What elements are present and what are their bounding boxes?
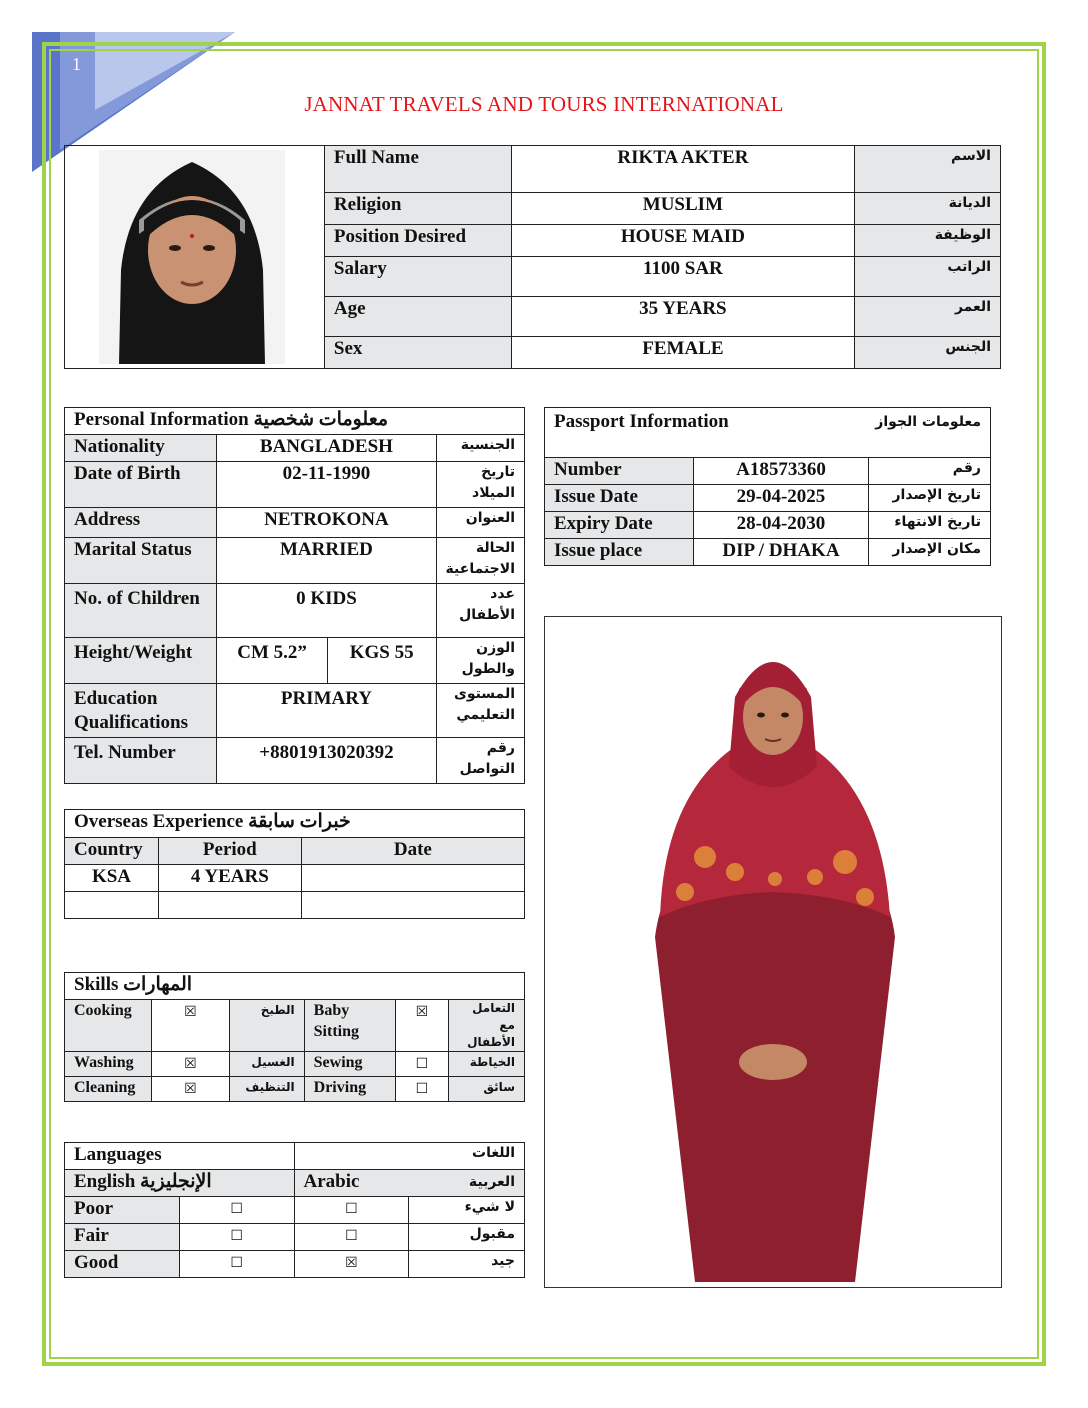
overseas-col-period: Period: [158, 838, 301, 865]
language-level-label: Poor: [65, 1197, 180, 1224]
profile-label: Position Desired: [324, 225, 511, 257]
education-label-ar: المستوى التعليمي: [436, 684, 524, 738]
skill-label: Cooking: [65, 1000, 152, 1052]
language-level-label-ar: مقبول: [409, 1224, 525, 1251]
passport-value: A18573360: [693, 458, 869, 485]
height-weight-label-ar: الوزن والطول: [436, 638, 524, 684]
language-arabic-ar: العربية: [468, 1174, 515, 1190]
overseas-table: [64, 809, 525, 919]
overseas-date: [301, 892, 524, 919]
language-arabic: Arabic: [303, 1171, 360, 1192]
skill-checkbox[interactable]: ☒: [152, 1077, 229, 1102]
profile-label-ar: الديانة: [855, 193, 1001, 225]
dob-label: Date of Birth: [65, 462, 217, 508]
full-body-photo-frame: [544, 616, 1002, 1288]
profile-label-ar: الوظيفة: [855, 225, 1001, 257]
marital-label: Marital Status: [65, 538, 217, 584]
language-level-label: Good: [65, 1251, 180, 1278]
skill-label-ar: التنظيف: [229, 1077, 304, 1102]
nationality-value: BANGLADESH: [217, 435, 436, 462]
personal-info-header: Personal Information معلومات شخصية: [65, 408, 525, 435]
full-body-photo: [545, 617, 1001, 1287]
passport-value: DIP / DHAKA: [693, 539, 869, 566]
skills-table: [64, 972, 525, 1102]
overseas-header: Overseas Experience خبرات سابقة: [65, 810, 525, 838]
skill-label-ar: التعامل مع الأطفال: [448, 1000, 524, 1052]
profile-table: [64, 145, 1001, 369]
profile-label: Sex: [324, 337, 511, 369]
arabic-level-checkbox[interactable]: ☐: [294, 1197, 409, 1224]
skills-header: Skills المهارات: [65, 973, 525, 1000]
children-label: No. of Children: [65, 584, 217, 638]
overseas-country: [65, 892, 159, 919]
skill-checkbox[interactable]: ☒: [152, 1000, 229, 1052]
profile-label: Age: [324, 297, 511, 337]
passport-table: [544, 407, 991, 566]
nationality-label: Nationality: [65, 435, 217, 462]
profile-label-ar: العمر: [855, 297, 1001, 337]
skill-label: Driving: [304, 1077, 395, 1102]
skill-label: Sewing: [304, 1052, 395, 1077]
skill-label: Baby Sitting: [304, 1000, 395, 1052]
skill-label-ar: الخياطة: [448, 1052, 524, 1077]
dob-label-ar: تاريخ الميلاد: [436, 462, 524, 508]
company-title: JANNAT TRAVELS AND TOURS INTERNATIONAL: [304, 92, 784, 116]
portrait-photo: [99, 150, 285, 364]
passport-label-ar: مكان الإصدار: [869, 539, 991, 566]
languages-header-ar: اللغات: [294, 1143, 524, 1170]
skill-label-ar: الطبخ: [229, 1000, 304, 1052]
arabic-level-checkbox[interactable]: ☐: [294, 1224, 409, 1251]
address-label: Address: [65, 508, 217, 538]
skill-checkbox[interactable]: ☒: [152, 1052, 229, 1077]
profile-label-ar: الراتب: [855, 257, 1001, 297]
languages-header: Languages: [65, 1143, 295, 1170]
height-value: CM 5.2”: [217, 638, 327, 684]
profile-value: HOUSE MAID: [511, 225, 854, 257]
passport-value: 28-04-2030: [693, 512, 869, 539]
skill-checkbox[interactable]: ☐: [396, 1077, 449, 1102]
overseas-period: 4 YEARS: [158, 865, 301, 892]
overseas-period: [158, 892, 301, 919]
address-value: NETROKONA: [217, 508, 436, 538]
overseas-date: [301, 865, 524, 892]
profile-label: Religion: [324, 193, 511, 225]
overseas-country: KSA: [65, 865, 159, 892]
children-value: 0 KIDS: [217, 584, 436, 638]
dob-value: 02-11-1990: [217, 462, 436, 508]
personal-info-body: [64, 434, 525, 784]
languages-table: [64, 1142, 525, 1278]
tel-label-ar: رقم التواصل: [436, 738, 524, 784]
profile-value: 35 YEARS: [511, 297, 854, 337]
language-english: English الإنجليزية: [65, 1170, 295, 1197]
marital-value: MARRIED: [217, 538, 436, 584]
weight-value: KGS 55: [327, 638, 436, 684]
profile-label-ar: الاسم: [855, 146, 1001, 193]
passport-label: Issue place: [545, 539, 694, 566]
passport-label-ar: رقم: [869, 458, 991, 485]
passport-label: Expiry Date: [545, 512, 694, 539]
overseas-col-country: Country: [65, 838, 159, 865]
language-arabic-cell: [294, 1170, 524, 1197]
language-level-label-ar: جيد: [409, 1251, 525, 1278]
skill-label-ar: سائق: [448, 1077, 524, 1102]
address-label-ar: العنوان: [436, 508, 524, 538]
passport-header-ar: معلومات الجواز: [875, 414, 981, 430]
passport-label: Number: [545, 458, 694, 485]
marital-label-ar: الحالة الاجتماعية: [436, 538, 524, 584]
passport-value: 29-04-2025: [693, 485, 869, 512]
children-label-ar: عدد الأطفال: [436, 584, 524, 638]
passport-header: [545, 408, 991, 458]
profile-label: Full Name: [324, 146, 511, 193]
tel-value: +8801913020392: [217, 738, 436, 784]
education-value: PRIMARY: [217, 684, 436, 738]
profile-value: RIKTA AKTER: [511, 146, 854, 193]
skill-label: Cleaning: [65, 1077, 152, 1102]
language-level-label: Fair: [65, 1224, 180, 1251]
tel-label: Tel. Number: [65, 738, 217, 784]
skill-checkbox[interactable]: ☐: [396, 1052, 449, 1077]
profile-value: 1100 SAR: [511, 257, 854, 297]
passport-label: Issue Date: [545, 485, 694, 512]
skill-label-ar: الغسيل: [229, 1052, 304, 1077]
profile-value: FEMALE: [511, 337, 854, 369]
language-level-label-ar: لا شيء: [409, 1197, 525, 1224]
nationality-label-ar: الجنسية: [436, 435, 524, 462]
english-level-checkbox[interactable]: ☐: [179, 1251, 294, 1278]
profile-value: MUSLIM: [511, 193, 854, 225]
skill-checkbox[interactable]: ☒: [396, 1000, 449, 1052]
arabic-level-checkbox[interactable]: ☒: [294, 1251, 409, 1278]
passport-label-ar: تاريخ الانتهاء: [869, 512, 991, 539]
skill-label: Washing: [65, 1052, 152, 1077]
english-level-checkbox[interactable]: ☐: [179, 1197, 294, 1224]
profile-label-ar: الجنس: [855, 337, 1001, 369]
profile-label: Salary: [324, 257, 511, 297]
english-level-checkbox[interactable]: ☐: [179, 1224, 294, 1251]
passport-label-ar: تاريخ الإصدار: [869, 485, 991, 512]
height-weight-label: Height/Weight: [65, 638, 217, 684]
passport-header-en: Passport Information: [554, 411, 729, 432]
education-label: Education Qualifications: [65, 684, 217, 738]
page-number: 1: [72, 54, 81, 74]
personal-info-table: [64, 407, 525, 435]
overseas-col-date: Date: [301, 838, 524, 865]
portrait-cell: [65, 146, 325, 369]
